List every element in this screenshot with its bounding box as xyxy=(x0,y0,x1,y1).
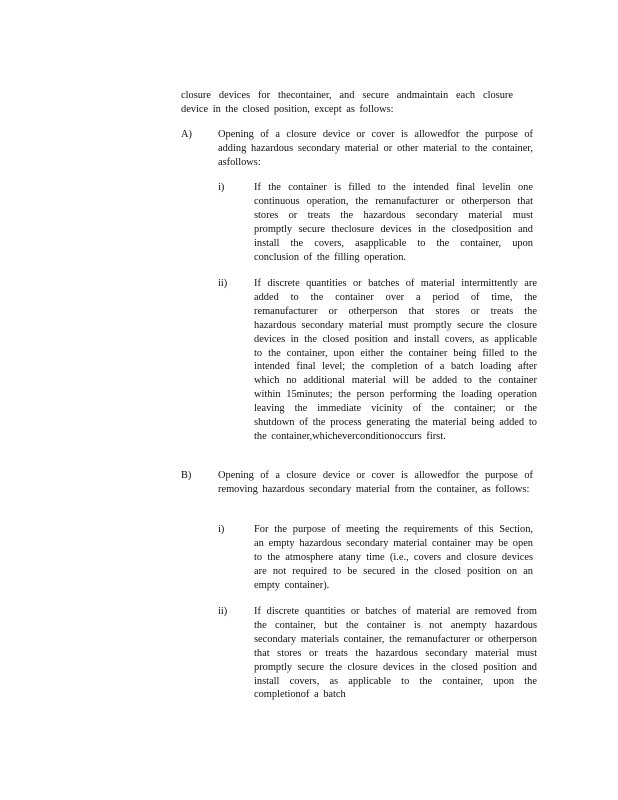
section-a-item-ii-marker: ii) xyxy=(218,278,228,289)
section-a-item-i-paragraph: If the container is filled to the intended final levelin one continuous operation, the remanufacturer or otherperson that stores or treats the hazardous secondary material must promptly secure theclosure devices in the closedposition and install the covers, asapplicable to the container, upon conclusion of the filling operation. xyxy=(254,182,533,263)
section-a-paragraph: Opening of a closure device or cover is allowedfor the purpose of adding hazardous secondary material or other material to the container, asfollows: xyxy=(218,129,533,168)
section-a-marker: A) xyxy=(181,129,192,140)
section-b-item-i-marker: i) xyxy=(218,524,225,535)
section-a-item-i-marker: i) xyxy=(218,182,225,193)
section-b-item-ii-paragraph: If discrete quantities or batches of material are removed from the container, but the container is not anempty hazardous secondary materials container, the remanufacturer or otherperson that stores or treats the hazardous secondary material must promptly secure the closure devices in the closed position and install covers, as applicable to the container, upon the completionof a batch xyxy=(254,606,537,701)
section-b-item-ii-marker: ii) xyxy=(218,606,228,617)
intro-paragraph: closure devices for thecontainer, and secure andmaintain each closure device in the closed position, except as follows: xyxy=(181,90,513,115)
section-b-paragraph: Opening of a closure device or cover is allowedfor the purpose of removing hazardous secondary material from the container, as follows: xyxy=(218,470,533,495)
section-b-item-i-paragraph: For the purpose of meeting the requirements of this Section, an empty hazardous secondary material container may be open to the atmosphere atany time (i.e., covers and closure devices are not required to be secured in the closed position on an empty container). xyxy=(254,524,533,591)
section-a-item-ii-paragraph: If discrete quantities or batches of material intermittently are added to the container over a period of time, the remanufacturer or otherperson that stores or treats the hazardous secondary material must promptly secure the closure devices in the closed position and install covers, as applicable to the container, upon either the container being filled to the intended final level; the completion of a batch loading after which no additional material will be added to the container within 15minutes; the person performing the loading operation leaving the immediate vicinity of the container; or the shutdown of the process generating the material being added to the container,whicheverconditionoccurs first. xyxy=(254,278,537,442)
section-b-marker: B) xyxy=(181,470,192,481)
